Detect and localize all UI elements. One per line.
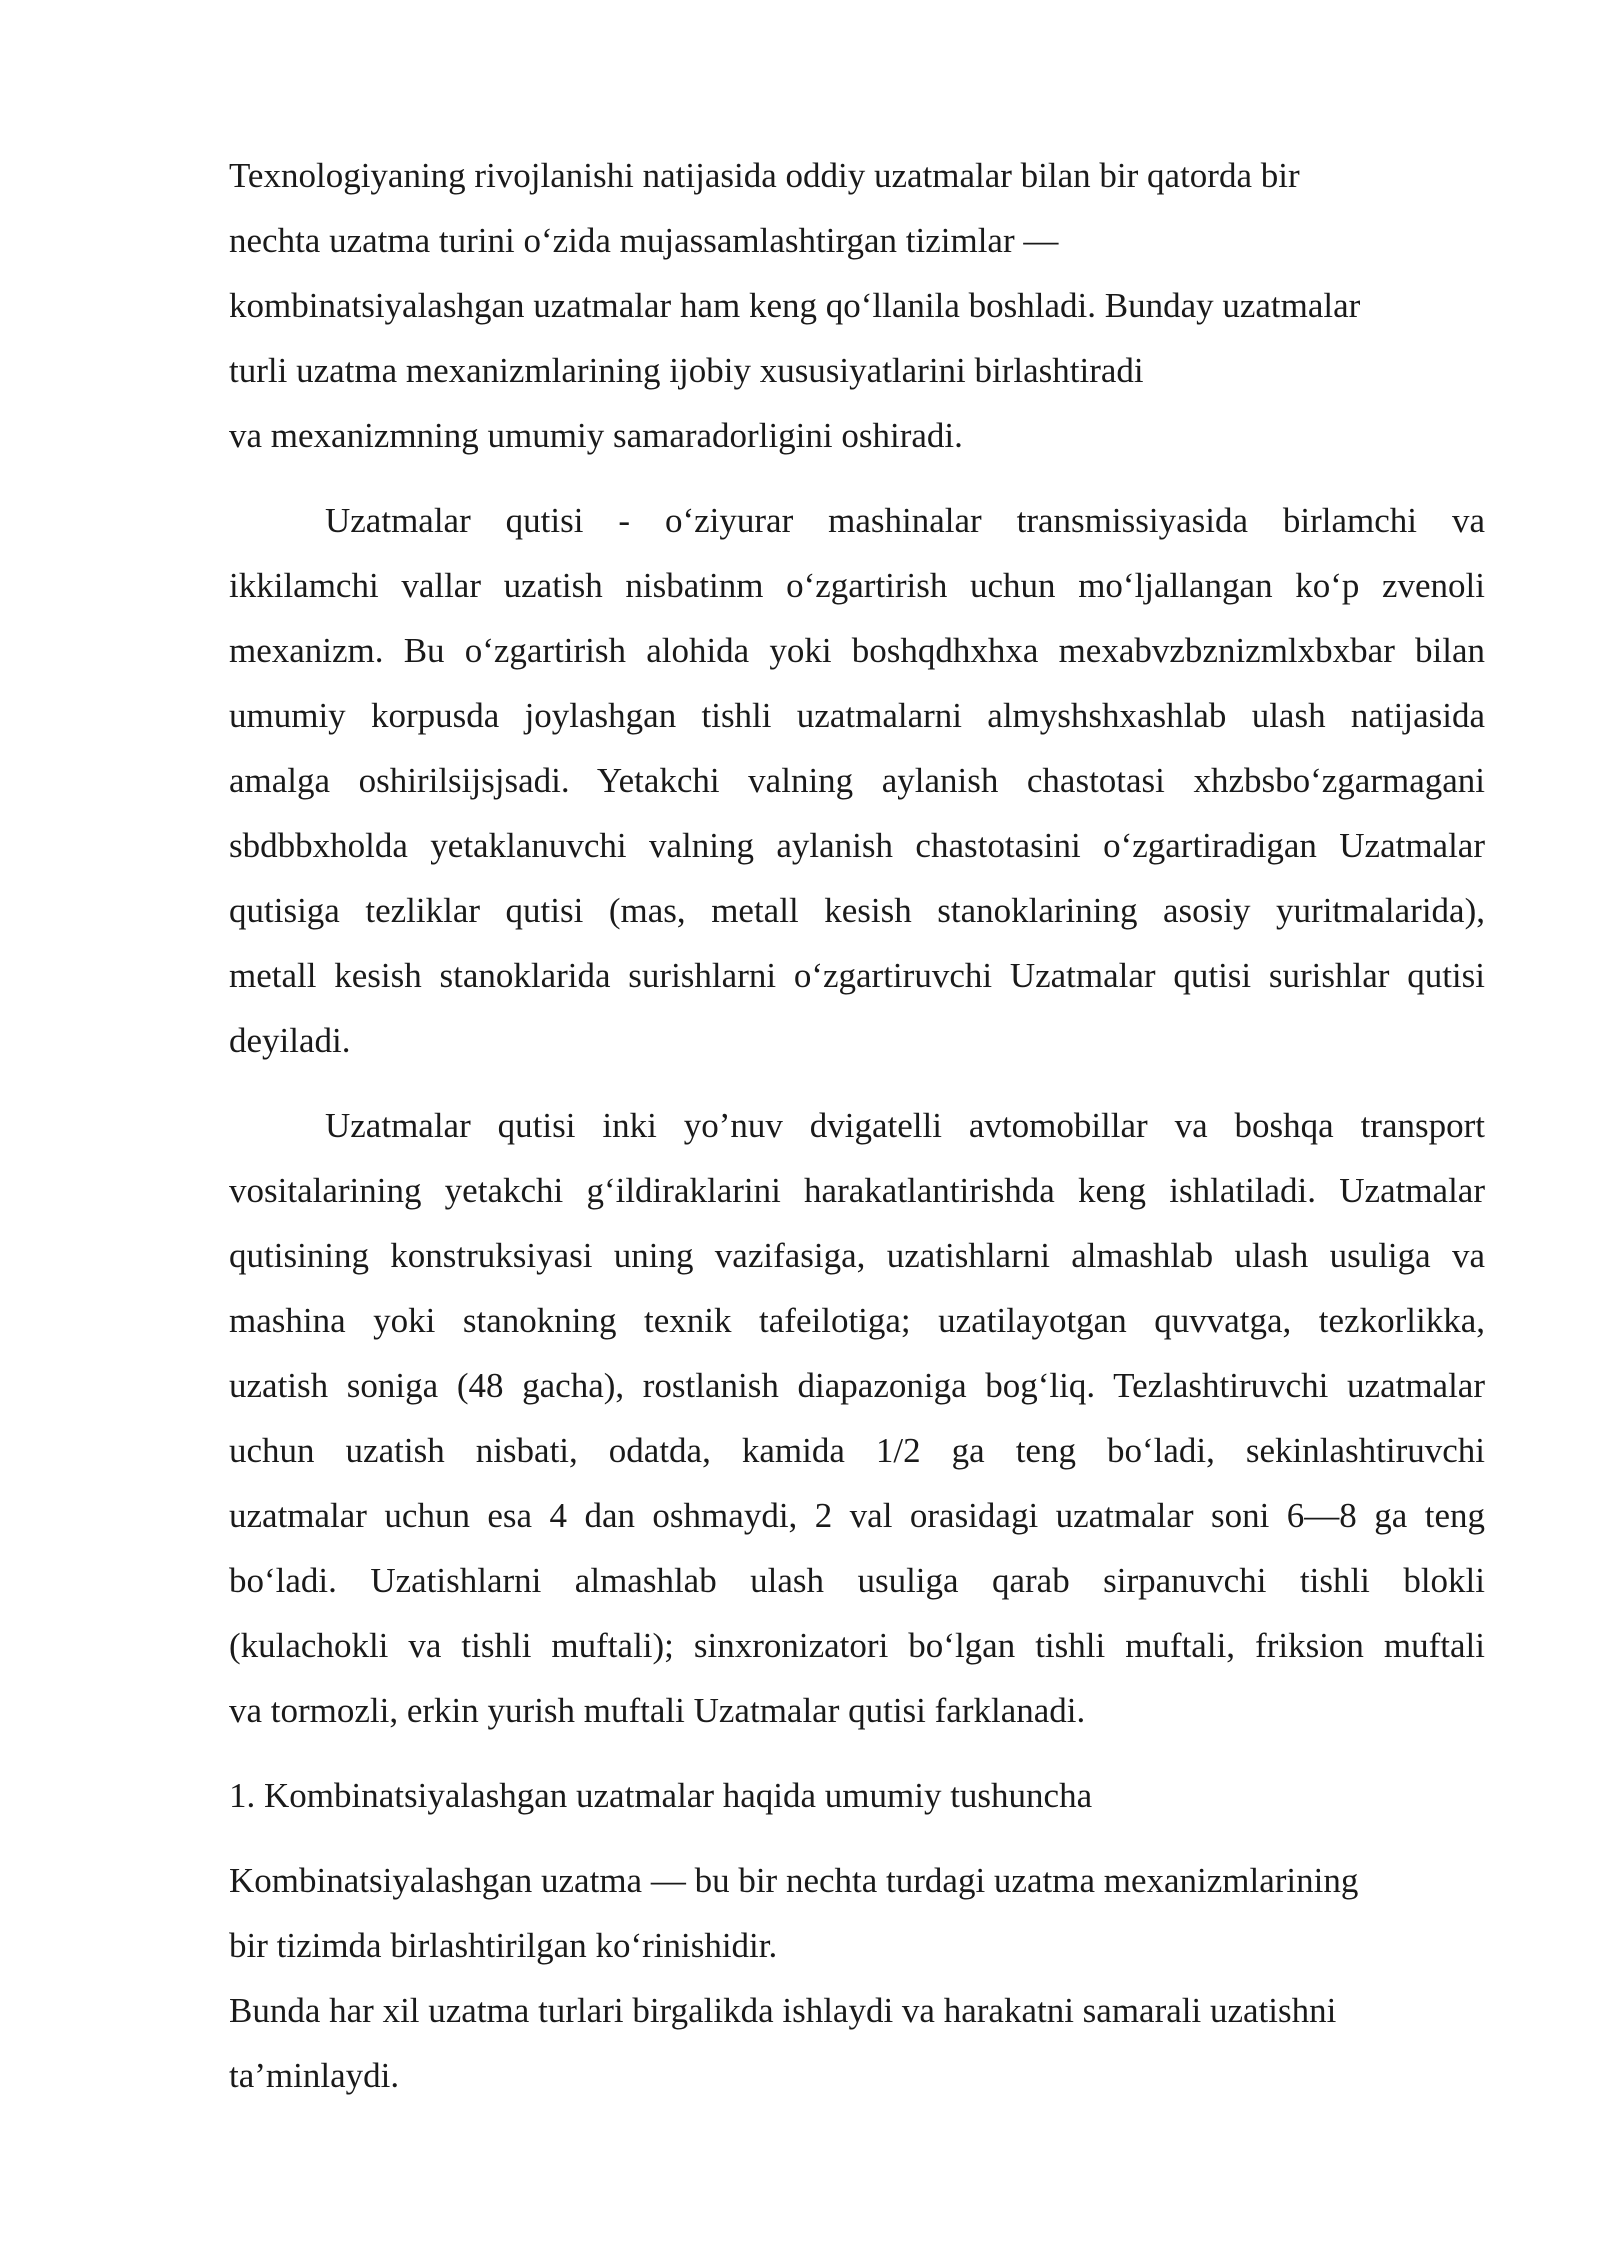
definition-line: Bunda har xil uzatma turlari birgalikda ishlaydi va harakatni samarali uzatishni [229, 1991, 1337, 2030]
paragraph-line: uchun uzatish nisbati, odatda, kamida 1/2 ga teng bo‘ladi, sekinlashtiruvchi [229, 1431, 1485, 1470]
paragraph-uzatmalar-qutisi [229, 488, 1485, 1073]
paragraph-line: umumiy korpusda joylashgan tishli uzatmalarni almyshshxashlab ulash natijasida [229, 696, 1485, 735]
paragraph-line: sbdbbxholda yetaklanuvchi valning aylanish chastotasini o‘zgartiradigan Uzatmalar [229, 826, 1485, 865]
intro-line: va mexanizmning umumiy samaradorligini oshiradi. [229, 416, 963, 455]
paragraph-line: amalga oshirilsijsjsadi. Yetakchi valning aylanish chastotasi xhzbsbo‘zgarmagani [229, 761, 1485, 800]
paragraph-line: mexanizm. Bu o‘zgartirish alohida yoki boshqdhxhxa mexabvzbznizmlxbxbar bilan [229, 631, 1485, 670]
definition-paragraph [229, 1848, 1485, 2108]
paragraph-line: metall kesish stanoklarida surishlarni o‘zgartiruvchi Uzatmalar qutisi surishlar qutisi [229, 956, 1485, 995]
paragraph-line: uzatmalar uchun esa 4 dan oshmaydi, 2 val orasidagi uzatmalar soni 6—8 ga teng [229, 1496, 1485, 1535]
paragraph-line: qutisiga tezliklar qutisi (mas, metall kesish stanoklarining asosiy yuritmalarida), [229, 891, 1485, 930]
paragraph-avtomobillar [229, 1093, 1485, 1743]
text-column [229, 143, 1485, 2108]
section-heading-text: 1. Kombinatsiyalashgan uzatmalar haqida umumiy tushuncha [229, 1776, 1093, 1815]
paragraph-line: Uzatmalar qutisi - o‘ziyurar mashinalar transmissiyasida birlamchi va [325, 501, 1485, 540]
intro-line: turli uzatma mexanizmlarining ijobiy xususiyatlarini birlashtiradi [229, 351, 1144, 390]
paragraph-line: bo‘ladi. Uzatishlarni almashlab ulash usuliga qarab sirpanuvchi tishli blokli [229, 1561, 1485, 1600]
intro-paragraph [229, 143, 1485, 468]
definition-line: Kombinatsiyalashgan uzatma — bu bir nechta turdagi uzatma mexanizmlarining [229, 1861, 1359, 1900]
paragraph-line: mashina yoki stanokning texnik tafeilotiga; uzatilayotgan quvvatga, tezkorlikka, [229, 1301, 1485, 1340]
paragraph-line: deyiladi. [229, 1021, 351, 1060]
paragraph-line: ikkilamchi vallar uzatish nisbatinm o‘zgartirish uchun mo‘ljallangan ko‘p zvenoli [229, 566, 1485, 605]
section-heading [229, 1763, 1485, 1828]
paragraph-line: qutisining konstruksiyasi uning vazifasiga, uzatishlarni almashlab ulash usuliga va [229, 1236, 1485, 1275]
intro-line: nechta uzatma turini o‘zida mujassamlashtirgan tizimlar — [229, 221, 1059, 260]
intro-line: Texnologiyaning rivojlanishi natijasida oddiy uzatmalar bilan bir qatorda bir [229, 156, 1300, 195]
paragraph-line: uzatish soniga (48 gacha), rostlanish diapazoniga bog‘liq. Tezlashtiruvchi uzatmalar [229, 1366, 1485, 1405]
intro-line: kombinatsiyalashgan uzatmalar ham keng qo‘llanila boshladi. Bunday uzatmalar [229, 286, 1361, 325]
paragraph-line: (kulachokli va tishli muftali); sinxronizatori bo‘lgan tishli muftali, friksion muftali [229, 1626, 1485, 1665]
definition-line: ta’minlaydi. [229, 2056, 400, 2095]
paragraph-line: Uzatmalar qutisi inki yo’nuv dvigatelli avtomobillar va boshqa transport [325, 1106, 1485, 1145]
definition-line: bir tizimda birlashtirilgan ko‘rinishidir. [229, 1926, 778, 1965]
paragraph-line: va tormozli, erkin yurish muftali Uzatmalar qutisi farklanadi. [229, 1691, 1086, 1730]
paragraph-line: vositalarining yetakchi g‘ildiraklarini harakatlantirishda keng ishlatiladi. Uzatmalar [229, 1171, 1485, 1210]
